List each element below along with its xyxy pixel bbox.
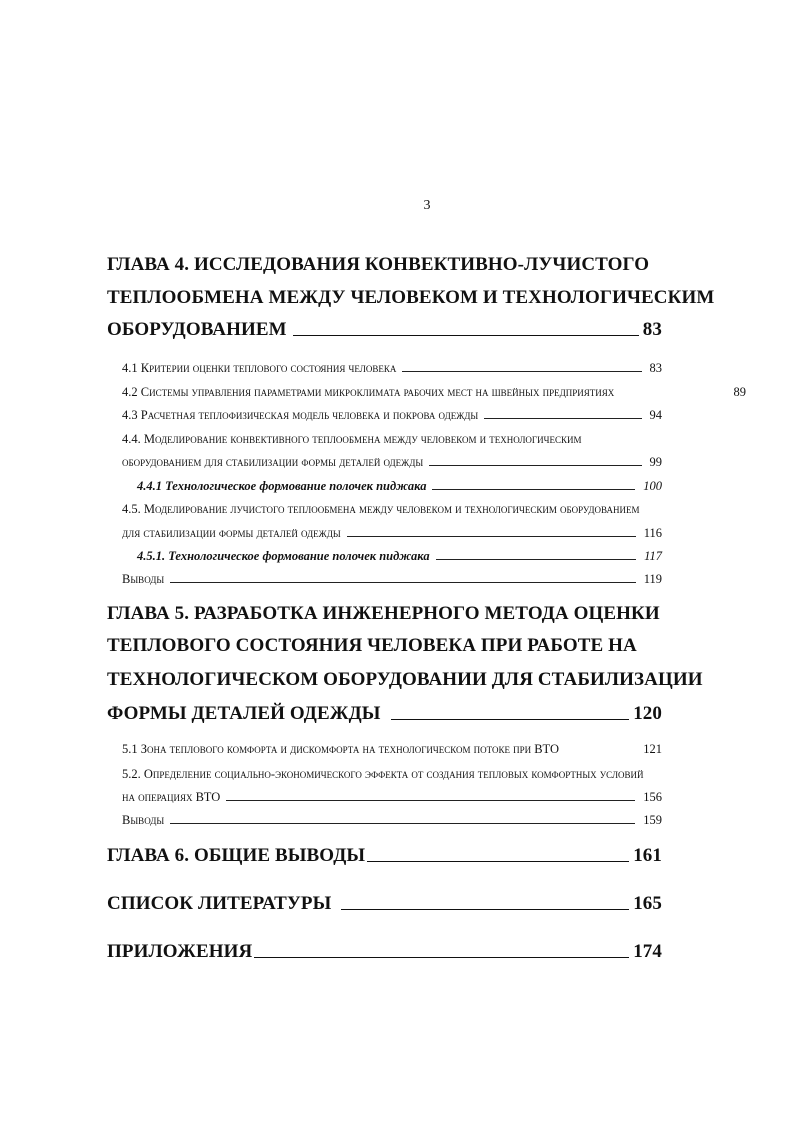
chapter-5-title-line-3 bbox=[107, 668, 703, 692]
toc-entry-text: 4.5. Моделирование лучистого теплообмена между человеком и технологическим оборудованием bbox=[122, 502, 640, 516]
dot-leader bbox=[170, 823, 635, 824]
toc-entry-text: на операциях ВТО bbox=[122, 790, 221, 804]
chapter-5-page-number: 120 bbox=[633, 703, 662, 724]
toc-entry-page: 159 bbox=[643, 813, 662, 827]
dot-leader bbox=[432, 489, 635, 490]
chapter-5-title-text-2: ТЕПЛОВОГО СОСТОЯНИЯ ЧЕЛОВЕКА ПРИ РАБОТЕ НА bbox=[107, 635, 637, 656]
toc-entry-text: Выводы bbox=[122, 572, 165, 586]
chapter-4-page-number: 83 bbox=[642, 319, 662, 340]
chapter-4-title-line-3 bbox=[107, 318, 662, 342]
dot-leader bbox=[429, 465, 641, 466]
chapter-4-title-text-2: ТЕПЛООБМЕНА МЕЖДУ ЧЕЛОВЕКОМ И ТЕХНОЛОГИЧЕСКИМ bbox=[107, 287, 715, 308]
toc-entry-text: 4.4. Моделирование конвективного теплообмена между человеком и технологическим bbox=[122, 432, 582, 446]
toc-entry-page: 89 bbox=[733, 385, 746, 399]
toc-entry-5-2-line-1 bbox=[122, 766, 644, 782]
toc-entry-4-1 bbox=[122, 360, 662, 376]
toc-entry-text: для стабилизации формы деталей одежды bbox=[122, 526, 341, 540]
toc-entry-5-2-line-2 bbox=[122, 789, 662, 805]
toc-entry-4-4-line-2 bbox=[122, 454, 662, 470]
toc-entry-text: 4.2 Системы управления параметрами микроклимата рабочих мест на швейных предприятиях bbox=[122, 385, 615, 399]
chapter-6-title bbox=[107, 844, 662, 868]
chapter-4-title-line-1 bbox=[107, 253, 649, 277]
chapter-4-title-text-1: ГЛАВА 4. ИССЛЕДОВАНИЯ КОНВЕКТИВНО-ЛУЧИСТОГО bbox=[107, 254, 650, 275]
toc-entry-4-4-1 bbox=[137, 478, 662, 494]
toc-entry-5-1 bbox=[122, 741, 662, 757]
dot-leader bbox=[170, 582, 635, 583]
references-title bbox=[107, 892, 662, 916]
references-title-text: СПИСОК ЛИТЕРАТУРЫ bbox=[107, 893, 332, 914]
chapter-5-title-line-4 bbox=[107, 702, 662, 726]
toc-entry-chapter-4-conclusions bbox=[122, 571, 662, 587]
toc-entry-4-2 bbox=[122, 384, 746, 400]
dot-leader bbox=[254, 957, 629, 958]
toc-entry-page: 100 bbox=[643, 479, 662, 493]
chapter-5-title-line-1 bbox=[107, 602, 660, 626]
toc-entry-text: 5.1 Зона теплового комфорта и дискомфорта на технологическом потоке при ВТО bbox=[122, 742, 559, 756]
chapter-5-title-text-3: ТЕХНОЛОГИЧЕСКОМ ОБОРУДОВАНИИ ДЛЯ СТАБИЛИЗАЦИИ bbox=[107, 669, 703, 690]
toc-entry-text: оборудованием для стабилизации формы деталей одежды bbox=[122, 455, 424, 469]
chapter-6-page-number: 161 bbox=[633, 845, 662, 866]
toc-entry-page: 117 bbox=[644, 549, 662, 563]
toc-entry-text: 4.4.1 Технологическое формование полочек пиджака bbox=[137, 479, 427, 493]
chapter-5-title-text-1: ГЛАВА 5. РАЗРАБОТКА ИНЖЕНЕРНОГО МЕТОДА ОЦЕНКИ bbox=[107, 603, 660, 624]
toc-entry-text: Выводы bbox=[122, 813, 165, 827]
toc-entry-4-3 bbox=[122, 407, 662, 423]
chapter-5-title-text-4: ФОРМЫ ДЕТАЛЕЙ ОДЕЖДЫ bbox=[107, 703, 381, 724]
toc-entry-4-4-line-1 bbox=[122, 431, 582, 447]
chapter-4-title-text-3: ОБОРУДОВАНИЕМ bbox=[107, 319, 287, 340]
page-number: 3 bbox=[423, 198, 431, 213]
toc-entry-page: 121 bbox=[643, 742, 662, 756]
chapter-5-title-line-2 bbox=[107, 634, 637, 658]
toc-entry-page: 119 bbox=[643, 572, 662, 586]
toc-entry-text: 4.3 Расчетная теплофизическая модель человека и покрова одежды bbox=[122, 408, 479, 422]
toc-entry-page: 116 bbox=[643, 526, 662, 540]
dot-leader bbox=[226, 800, 635, 801]
toc-entry-4-5-line-2 bbox=[122, 525, 662, 541]
toc-entry-page: 156 bbox=[643, 790, 662, 804]
toc-entry-4-5-line-1 bbox=[122, 501, 639, 517]
toc-entry-page: 94 bbox=[649, 408, 662, 422]
dot-leader bbox=[484, 418, 641, 419]
toc-entry-text: 4.1 Критерии оценки теплового состояния человека bbox=[122, 361, 397, 375]
dot-leader bbox=[293, 335, 639, 336]
appendices-title-text: ПРИЛОЖЕНИЯ bbox=[107, 941, 253, 962]
toc-entry-chapter-5-conclusions bbox=[122, 812, 662, 828]
toc-entry-4-5-1 bbox=[137, 548, 662, 564]
references-page-number: 165 bbox=[633, 893, 662, 914]
chapter-4-title-line-2 bbox=[107, 286, 714, 310]
dot-leader bbox=[367, 861, 629, 862]
toc-entry-page: 83 bbox=[649, 361, 662, 375]
dot-leader bbox=[391, 719, 630, 720]
toc-entry-text: 4.5.1. Технологическое формование полочек пиджака bbox=[137, 549, 430, 563]
toc-entry-text: 5.2. Определение социально-экономического эффекта от создания тепловых комфортных условий bbox=[122, 767, 644, 781]
dot-leader bbox=[341, 909, 629, 910]
appendices-title bbox=[107, 940, 662, 964]
dot-leader bbox=[402, 371, 641, 372]
appendices-page-number: 174 bbox=[633, 941, 662, 962]
toc-entry-page: 99 bbox=[649, 455, 662, 469]
dot-leader bbox=[436, 559, 637, 560]
dot-leader bbox=[347, 536, 636, 537]
chapter-6-title-text: ГЛАВА 6. ОБЩИЕ ВЫВОДЫ bbox=[107, 845, 366, 866]
